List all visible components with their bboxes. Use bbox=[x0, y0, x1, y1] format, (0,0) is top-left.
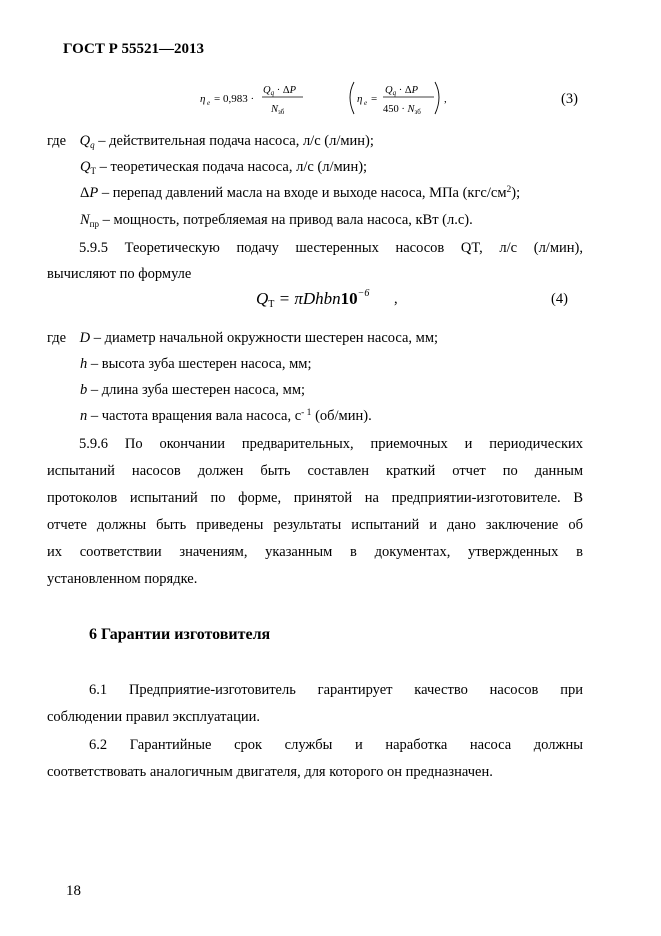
para-62-line-2: соответствовать аналогичным двигателя, для которого он предназначен. bbox=[47, 764, 493, 780]
formula-4-expression: $Q_Т$ = $\pi Dhbn10^{-6}$ bbox=[256, 288, 370, 310]
formula-3-denominator-2: 450 · Nзб bbox=[383, 104, 421, 116]
svg-text:,: , bbox=[444, 93, 447, 105]
formula-4: $Q_Т$ = $\pi Dhbn10^{-6}$ , (4) bbox=[256, 288, 568, 310]
formula-3-numerator-1: Qq · ΔP bbox=[263, 85, 297, 97]
para-596-line-6: установленном порядке. bbox=[47, 571, 198, 587]
definition-qq: где $Q_q$ – действительная подача насоса, л/с (л/мин); bbox=[47, 133, 374, 150]
svg-text:=: = bbox=[371, 93, 378, 105]
svg-text:= 0,983 ·: = 0,983 · bbox=[214, 93, 255, 105]
para-62-line-1: 6.2 Гарантийные срок службы и наработка насоса должны bbox=[89, 737, 583, 753]
symbol-npr: $N_{пр}$ bbox=[80, 212, 99, 229]
document-header: ГОСТ Р 55521—2013 bbox=[63, 41, 205, 57]
svg-text:e: e bbox=[207, 99, 211, 107]
para-61-line-1: 6.1 Предприятие-изготовитель гарантирует качество насосов при bbox=[89, 682, 583, 698]
definition-n: n – частота вращения вала насоса, $с^{- 1}$ (об/мин). bbox=[80, 408, 372, 424]
para-596-line-5: их соответствии значениям, указанным в документах, утвержденных в bbox=[47, 544, 583, 560]
formula-3-number: (3) bbox=[561, 91, 578, 107]
para-596-line-2: испытаний насосов должен быть составлен краткий отчет по данным bbox=[47, 463, 583, 479]
para-595-line-1: 5.9.5 Теоретическую подачу шестеренных насосов QT, л/с (л/мин), bbox=[79, 240, 583, 256]
definition-dp: ΔP – перепад давлений масла на входе и выходе насоса, МПа $(кгс/см^2)$; bbox=[80, 185, 521, 201]
definition-h: h – высота зуба шестерен насоса, мм; bbox=[80, 356, 312, 372]
definition-qt: $Q_Т$ – теоретическая подача насоса, л/с (л/мин); bbox=[80, 159, 368, 176]
definition-d: где D – диаметр начальной окружности шестерен насоса, мм; bbox=[47, 330, 439, 346]
symbol-qq: $Q_q$ bbox=[79, 133, 95, 150]
para-596-line-1: 5.9.6 По окончании предварительных, приемочных и периодических bbox=[79, 436, 583, 452]
para-61-line-2: соблюдении правил эксплуатации. bbox=[47, 709, 260, 725]
para-596-line-4: отчете должны быть приведены результаты испытаний и дано заключение об bbox=[47, 517, 583, 533]
page-number: 18 bbox=[66, 883, 81, 899]
formula-4-number: (4) bbox=[551, 291, 568, 307]
formula-3-numerator-2: Qq · ΔP bbox=[385, 85, 419, 97]
formula-3-lhs: η bbox=[200, 93, 206, 105]
formula-3-graphic bbox=[200, 76, 610, 120]
formula-3 bbox=[200, 76, 610, 120]
svg-text:e: e bbox=[364, 99, 368, 107]
section-6-title: 6 Гарантии изготовителя bbox=[89, 626, 271, 643]
symbol-qt: $Q_Т$ bbox=[80, 159, 96, 176]
svg-text:η: η bbox=[357, 93, 363, 105]
definition-npr: $N_{пр}$ – мощность, потребляемая на привод вала насоса, кВт (л.с). bbox=[80, 212, 473, 229]
para-595-line-2: вычисляют по формуле bbox=[47, 266, 192, 282]
symbol-dp: ΔP bbox=[80, 185, 99, 201]
para-596-line-3: протоколов испытаний по форме, принятой на предприятии-изготовителе. В bbox=[47, 490, 583, 506]
formula-3-denominator-1: Nзб bbox=[271, 104, 285, 116]
definition-b: b – длина зуба шестерен насоса, мм; bbox=[80, 382, 306, 398]
